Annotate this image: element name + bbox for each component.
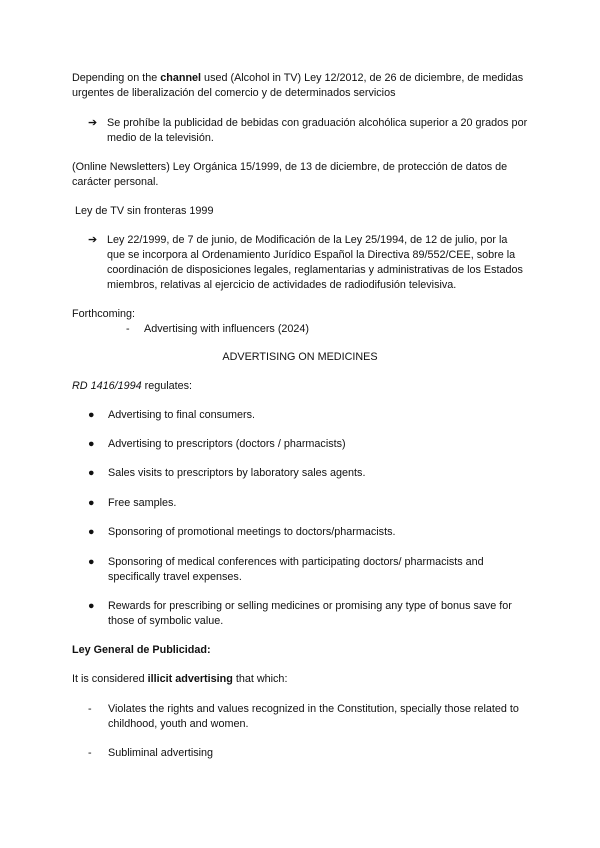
ley-general-heading (72, 643, 532, 658)
intro-suffix: used (Alcohol in TV) Ley 12/2012, de 26 de diciembre, de medidas urgentes de liberalización del comercio y de determinados servicios (72, 72, 524, 99)
tv-law-paragraph: Ley de TV sin fronteras 1999 (72, 205, 214, 217)
list-item (88, 555, 528, 585)
dash-icon: - (126, 323, 130, 335)
intro-bold: channel (160, 72, 202, 84)
list-item-text: Rewards for prescribing or selling medicines or promising any type of bonus save for those of symbolic value. (108, 600, 512, 627)
list-item-text: Sponsoring of medical conferences with participating doctors/ pharmacists and specifically travel expenses. (108, 556, 484, 583)
list-item-text: Sponsoring of promotional meetings to doctors/pharmacists. (108, 526, 396, 538)
list-item (88, 525, 528, 540)
list-item-text: Advertising to prescriptors (doctors / pharmacists) (108, 438, 346, 450)
list-item (88, 408, 528, 423)
bullet-icon: ● (88, 409, 95, 421)
arrow-item-text: Se prohíbe la publicidad de bebidas con graduación alcohólica superior a 20 grados por medio de la televisión. (107, 117, 528, 144)
arrow-item-alcohol (88, 116, 528, 146)
arrow-item-text: Ley 22/1999, de 7 de junio, de Modificación de la Ley 25/1994, de 12 de julio, por la que se incorpora al Ordenamiento Jurídico Español la Directiva 89/552/CEE, sobre la coordinación de disposiciones legales, reglamentarias y administrativas de los Estados miembros, relativas al ejercicio de actividades de radiodifusión televisiva. (107, 234, 523, 291)
arrow-icon: ➔ (88, 117, 98, 129)
bullet-icon: ● (88, 556, 95, 568)
list-item-text: Free samples. (108, 497, 177, 509)
ley-general-bold: Ley General de Publicidad: (72, 644, 211, 656)
dash-icon: - (88, 703, 92, 715)
list-item (88, 466, 528, 481)
list-item (88, 599, 528, 629)
list-item (88, 437, 528, 452)
rd-italic: RD 1416/1994 (72, 380, 142, 392)
rd-rest: regulates: (141, 380, 193, 392)
bullet-icon: ● (88, 438, 95, 450)
list-item-text: Advertising to final consumers. (108, 409, 256, 421)
arrow-icon: ➔ (88, 234, 98, 246)
rd-paragraph (72, 379, 532, 394)
online-newsletters-paragraph: (Online Newsletters) Ley Orgánica 15/1999, de 13 de diciembre, de protección de datos de carácter personal. (72, 161, 508, 188)
intro-paragraph (72, 71, 532, 101)
forthcoming-item (126, 322, 526, 337)
forthcoming-item-text: Advertising with influencers (2024) (144, 323, 310, 335)
section-title: ADVERTISING ON MEDICINES (222, 351, 378, 363)
list-item-text: Violates the rights and values recognized in the Constitution, specially those related to childhood, youth and women. (108, 703, 519, 730)
arrow-item-ley-22-1999 (88, 233, 528, 293)
illicit-suffix: that which: (232, 673, 288, 685)
illicit-bold: illicit advertising (147, 673, 233, 685)
dash-icon: - (88, 747, 92, 759)
list-item (88, 496, 528, 511)
list-item (88, 702, 528, 732)
bullet-icon: ● (88, 526, 95, 538)
bullet-icon: ● (88, 497, 95, 509)
list-item-text: Subliminal advertising (108, 747, 214, 759)
illicit-paragraph (72, 672, 532, 687)
forthcoming-label: Forthcoming: (72, 308, 136, 320)
bullet-icon: ● (88, 600, 95, 612)
intro-prefix: Depending on the (72, 72, 161, 84)
illicit-prefix: It is considered (72, 673, 148, 685)
list-item-text: Sales visits to prescriptors by laboratory sales agents. (108, 467, 366, 479)
list-item (88, 746, 528, 761)
bullet-icon: ● (88, 467, 95, 479)
